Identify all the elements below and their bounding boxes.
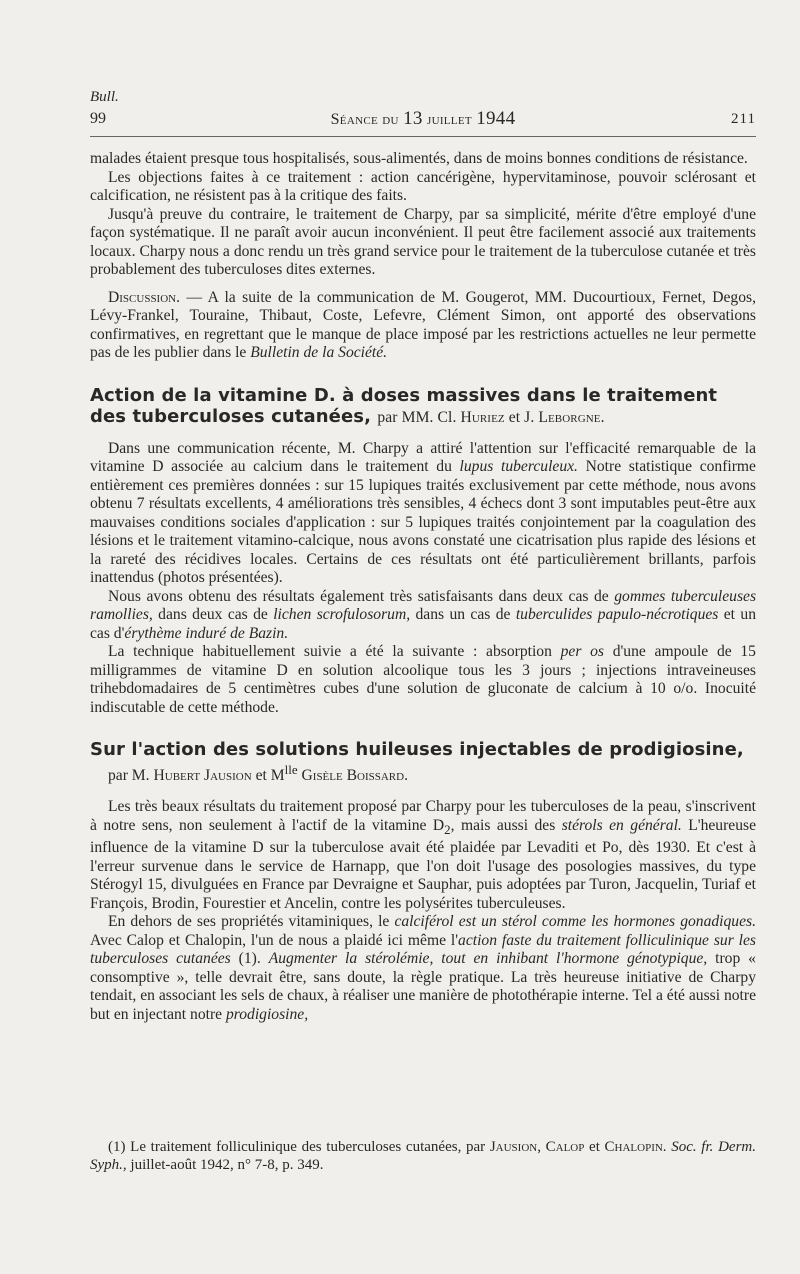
article2-paragraph-2: En dehors de ses propriétés vitaminiques, le calciférol est un stérol comme les hormones gonadiques. Avec Calop et Chalopin, l'un de nous a plaidé ici même l'action faste du traitement folliculinique sur les tuberculoses cutanées (1). Augmenter la stérolémie, tout en inhibant l'hormone génotypique, trop « consomptive », telle devrait être, sans doute, la règle pratique. La très heureuse initiative de Charpy tendait, en associant les sels de chaux, à réaliser une manière de photothérapie interne. Tel a été aussi notre but en injectant notre prodigiosine, <box>90 913 757 1023</box>
volume-number: 99 <box>90 110 106 127</box>
article1-paragraph-2: Nous avons obtenu des résultats également très satisfaisants dans deux cas de gommes tuberculeuses ramollies, dans deux cas de lichen scrofulosorum, dans un cas de tuberculides papulo-nécrotiques et un cas d'érythème induré de Bazin. <box>90 587 757 642</box>
article1-paragraph-3: La technique habituellement suivie a été la suivante : absorption per os d'une ampoule de 15 milligrammes de vitamine D en solution alcoolique tous les 3 jours ; injections intraveineuses trihebdomadaires de 5 centimètres cubes d'une solution de gluconate de calcium à 10 o/o. Inocuité indiscutable de cette méthode. <box>90 643 756 716</box>
page-number: 211 <box>731 111 756 127</box>
article-body <box>90 150 756 1024</box>
article1-title: Action de la vitamine D. à doses massives dans le traitement des tuberculoses cutanées, par MM. Cl. Huriez et J. Leborgne. <box>90 384 718 427</box>
footnote-text: (1) Le traitement folliculinique des tuberculoses cutanées, par Jausion, Calop et Chalopin. Soc. fr. Derm. Syph., juillet-août 1942, n° 7-8, p. 349. <box>90 1139 756 1173</box>
article2-paragraph-1: Les très beaux résultats du traitement proposé par Charpy pour les tuberculoses de la peau, s'inscrivent à notre sens, non seulement à l'actif de la vitamine $D_2$, mais aussi des stérols en général. L'heureuse influence de la vitamine D sur la tuberculose avait été plaidée par Levaditi et Po, dès 1930. Et c'est à l'erreur survenue dans le service de Harnapp, que l'on doit l'usage des posologies massives, du type Stérogyl 15, divulguées en France par Devraigne et Sauphar, puis adoptées par Turon, Jacquelin, Turiaf et François, Brodin, Fourestier et Ancelin, contre les polysérites tuberculeuses. <box>90 798 757 912</box>
discussion-paragraph: Discussion. — A la suite de la communication de M. Gougerot, MM. Ducourtioux, Fernet, Degos, Lévy-Frankel, Touraine, Thibaut, Coste, Lefevre, Clément Simon, ont apporté des observations confirmatives, en regrettant que le manque de place imposé par les restrictions actuelles ne leur permette pas de les publier dans le Bulletin de la Société. <box>90 288 756 361</box>
session-title: Séance du 13 juillet 1944 <box>330 108 516 129</box>
intro-paragraph-1: malades étaient presque tous hospitalisés, sous-alimentés, dans de moins bonnes conditions de résistance. <box>90 150 748 167</box>
journal-abbrev: Bull. <box>90 89 119 105</box>
footnote <box>90 1138 756 1174</box>
discussion-label: Discussion. <box>108 288 181 306</box>
article2-byline: par M. Hubert Jausion et $M^{lle}$ Gisèle Boissard. <box>108 762 408 785</box>
article1-paragraph-1: Dans une communication récente, M. Charpy a attiré l'attention sur l'efficacité remarquable de la vitamine D associée au calcium dans le traitement du lupus tuberculeux. Notre statistique confirme entièrement ces premières données : sur 15 lupiques traités exclusivement par cette méthode, nous avons obtenu 7 résultats excellents, 4 améliorations très sensibles, 4 échecs dont 3 sont imputables peut-être aux mauvaises conditions sociales d'application : sur 5 lupiques traités conjointement par la coagulation des lésions et le traitement vitamino-calcique, nous avons constaté une cicatrisation plus rapide des lésions et la rareté des récidives locales. Certains de ces résultats ont été particulièrement brillants, parfois inattendus (photos présentées). <box>90 439 756 586</box>
intro-paragraph-3: Jusqu'à preuve du contraire, le traitement de Charpy, par sa simplicité, mérite d'être employé d'une façon systématique. Il ne paraît avoir aucun inconvénient. Il peut être facilement associé aux traitements locaux. Charpy nous a donc rendu un très grand service pour le traitement de la tuberculose cutanée et très probablement des tuberculoses dites externes. <box>90 205 756 278</box>
article2-title: Sur l'action des solutions huileuses injectables de prodigiosine, <box>90 739 744 760</box>
running-header <box>90 108 756 130</box>
header-rule <box>90 136 756 137</box>
article1-byline: par MM. Cl. Huriez et J. Leborgne. <box>377 408 605 426</box>
intro-paragraph-2: Les objections faites à ce traitement : action cancérigène, hypervitaminose, pouvoir sclérosant et calcification, ne résistent pas à la critique des faits. <box>90 168 756 204</box>
